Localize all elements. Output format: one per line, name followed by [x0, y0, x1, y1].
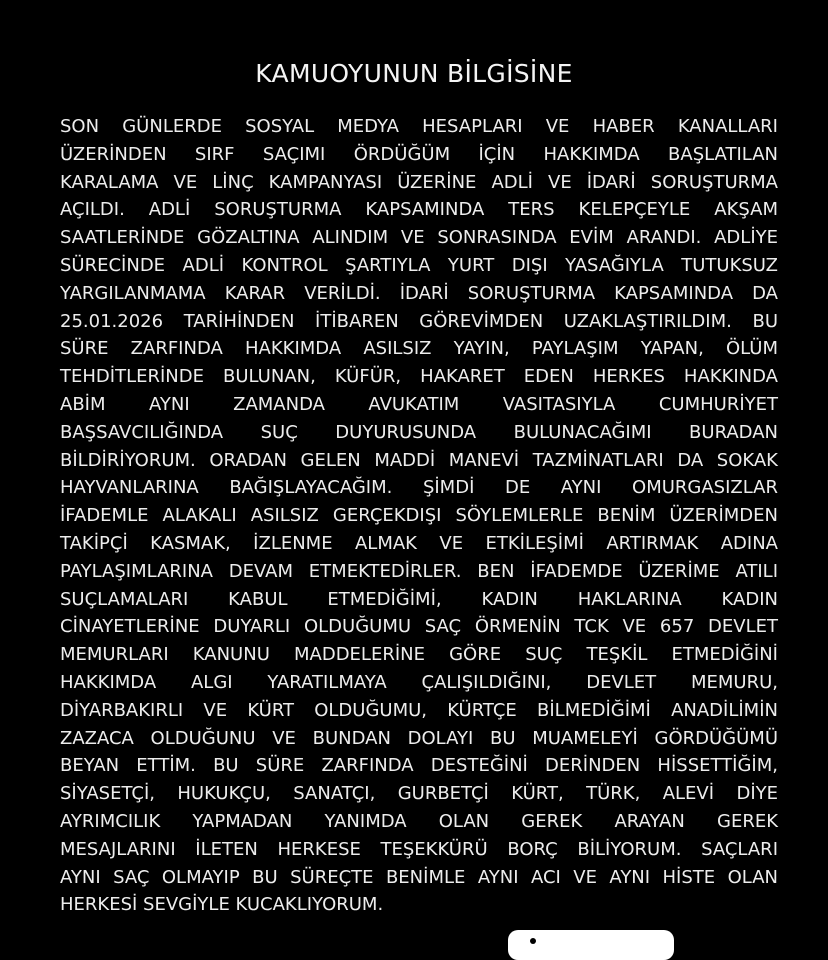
- text-line: ABİM AYNI ZAMANDA AVUKATIM VASITASIYLA CUMHURİYET: [60, 393, 778, 415]
- text-line: YARGILANMAMA KARAR VERİLDİ. İDARİ SORUŞTURMA KAPSAMINDA DA: [60, 282, 778, 304]
- text-line: ZAZACA OLDUĞUNU VE BUNDAN DOLAYI BU MUAMELEYİ GÖRDÜĞÜMÜ: [60, 727, 778, 749]
- text-line: AÇILDI. ADLİ SORUŞTURMA KAPSAMINDA TERS KELEPÇEYLE AKŞAM: [60, 199, 778, 221]
- text-line: HAYVANLARINA BAĞIŞLAYACAĞIM. ŞİMDİ DE AYNI OMURGASIZLAR: [60, 477, 778, 499]
- text-line: BİLDİRİYORUM. ORADAN GELEN MADDİ MANEVİ TAZMİNATLARI DA SOKAK: [60, 449, 778, 471]
- text-line: PAYLAŞIMLARINA DEVAM ETMEKTEDİRLER. BEN İFADEMDE ÜZERİME ATILI: [60, 560, 778, 582]
- bottom-overlay-pill[interactable]: [508, 930, 674, 960]
- text-line: ÜZERİNDEN SIRF SAÇIMI ÖRDÜĞÜM İÇİN HAKKIMDA BAŞLATILAN: [60, 143, 778, 165]
- text-line: AYRIMCILIK YAPMADAN YANIMDA OLAN GEREK ARAYAN GEREK: [60, 810, 778, 832]
- page-title: KAMUOYUNUN BİLGİSİNE: [255, 59, 573, 88]
- text-line: SUÇLAMALARI KABUL ETMEDİĞİMİ, KADIN HAKLARINA KADIN: [60, 588, 778, 610]
- text-line: AYNI SAÇ OLMAYIP BU SÜREÇTE BENİMLE AYNI ACI VE AYNI HİSTE OLAN: [60, 866, 778, 888]
- text-line: MESAJLARINI İLETEN HERKESE TEŞEKKÜRÜ BORÇ BİLİYORUM. SAÇLARI: [60, 838, 778, 860]
- text-line: TAKİPÇİ KASMAK, İZLENME ALMAK VE ETKİLEŞİMİ ARTIRMAK ADINA: [60, 532, 778, 554]
- text-line: HAKKIMDA ALGI YARATILMAYA ÇALIŞILDIĞINI, DEVLET MEMURU,: [60, 671, 778, 693]
- statement-body: [60, 113, 778, 919]
- text-line: MEMURLARI KANUNU MADDELERİNE GÖRE SUÇ TEŞKİL ETMEDİĞİNİ: [60, 644, 778, 666]
- text-line: HERKESİ SEVGİYLE KUCAKLIYORUM.: [60, 894, 384, 916]
- text-line: 25.01.2026 TARİHİNDEN İTİBAREN GÖREVİMDEN UZAKLAŞTIRILDIM. BU: [60, 310, 778, 332]
- text-line: SON GÜNLERDE SOSYAL MEDYA HESAPLARI VE HABER KANALLARI: [60, 116, 778, 137]
- text-line: SİYASETÇİ, HUKUKÇU, SANATÇI, GURBETÇİ KÜRT, TÜRK, ALEVİ DİYE: [60, 783, 778, 805]
- text-line: İFADEMLE ALAKALI ASILSIZ GERÇEKDIŞI SÖYLEMLERLE BENİM ÜZERİMDEN: [60, 505, 778, 527]
- pill-dot-icon: [530, 938, 536, 944]
- text-line: BAŞSAVCILIĞINDA SUÇ DUYURUSUNDA BULUNACAĞIMI BURADAN: [60, 421, 778, 443]
- text-line: SÜRE ZARFINDA HAKKIMDA ASILSIZ YAYIN, PAYLAŞIM YAPAN, ÖLÜM: [60, 338, 778, 360]
- text-line: BEYAN ETTİM. BU SÜRE ZARFINDA DESTEĞİNİ DERİNDEN HİSSETTİĞİM,: [60, 755, 778, 777]
- text-line: KARALAMA VE LİNÇ KAMPANYASI ÜZERİNE ADLİ VE İDARİ SORUŞTURMA: [60, 171, 778, 193]
- text-line: DİYARBAKIRLI VE KÜRT OLDUĞUMU, KÜRTÇE BİLMEDİĞİMİ ANADİLİMİN: [60, 699, 778, 721]
- text-line: CİNAYETLERİNE DUYARLI OLDUĞUMU SAÇ ÖRMENİN TCK VE 657 DEVLET: [60, 616, 778, 638]
- text-line: SAATLERİNDE GÖZALTINA ALINDIM VE SONRASINDA EVİM ARANDI. ADLİYE: [60, 227, 778, 249]
- text-line: TEHDİTLERİNDE BULUNAN, KÜFÜR, HAKARET EDEN HERKES HAKKINDA: [60, 366, 778, 388]
- text-line: SÜRECİNDE ADLİ KONTROL ŞARTIYLA YURT DIŞI YASAĞIYLA TUTUKSUZ: [60, 254, 778, 276]
